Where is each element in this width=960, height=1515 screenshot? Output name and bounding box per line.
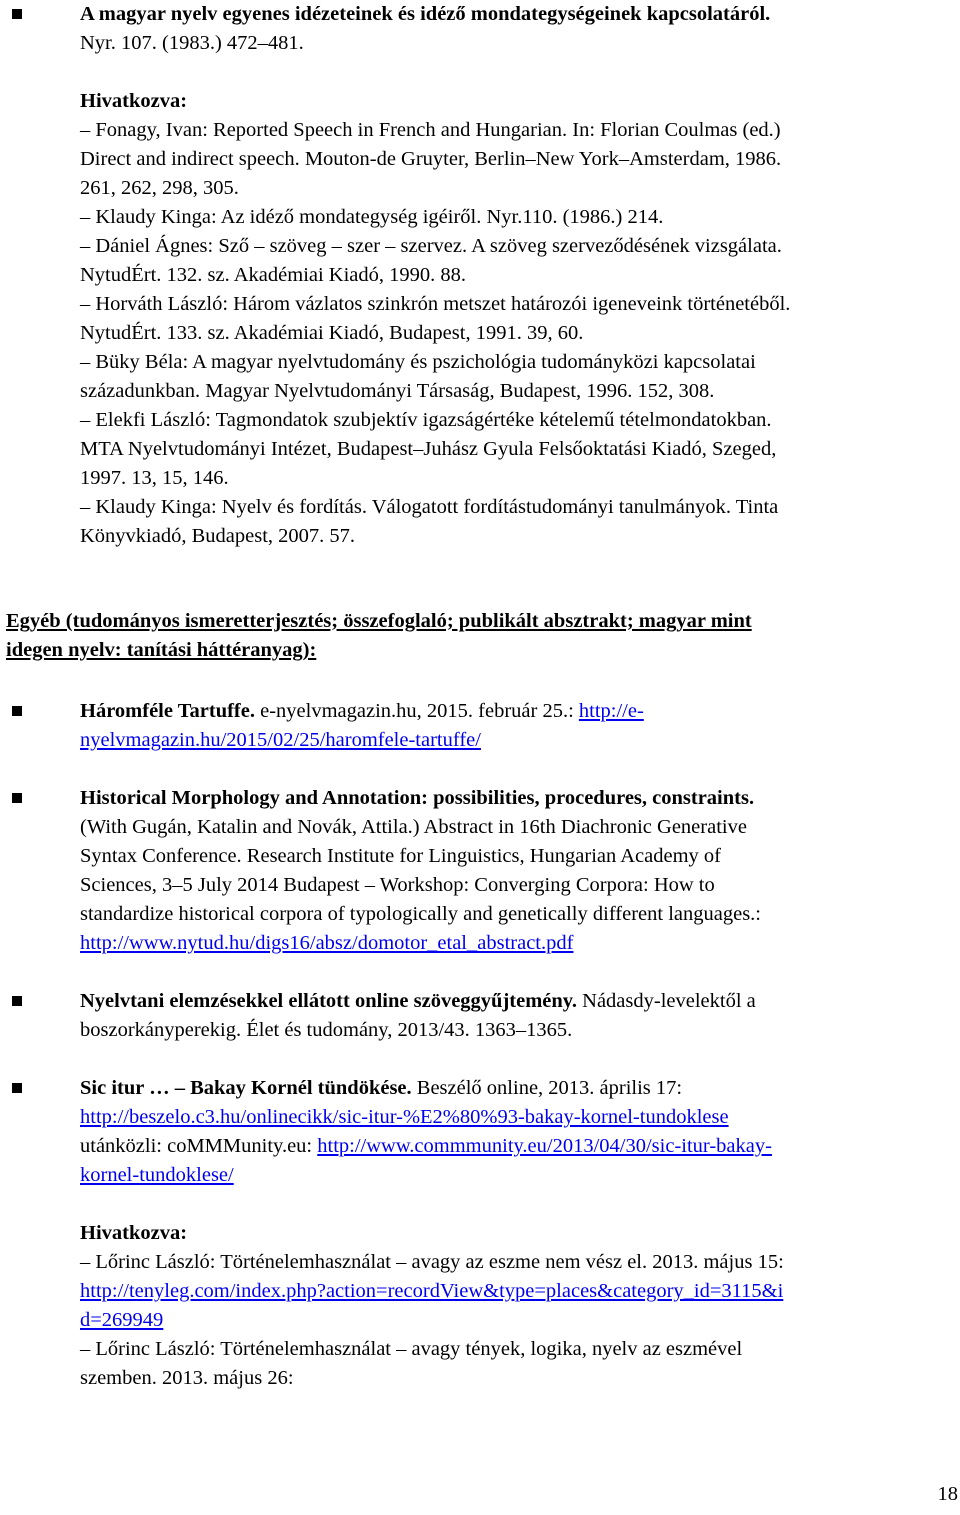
entry-title: Sic itur … – Bakay Kornél tündökése.: [80, 1077, 412, 1099]
reprint-link[interactable]: kornel-tundoklese/: [80, 1164, 234, 1186]
reprint-link[interactable]: http://www.commmunity.eu/2013/04/30/sic-itur-bakay-: [317, 1135, 772, 1157]
article-link[interactable]: http://beszelo.c3.hu/onlinecikk/sic-itur-%E2%80%93-bakay-kornel-tundoklese: [80, 1106, 729, 1128]
reference-line: MTA Nyelvtudományi Intézet, Budapest–Juhász Gyula Felsőoktatási Kiadó, Szeged,: [80, 438, 777, 460]
article-link[interactable]: http://e-: [578, 700, 644, 722]
entry-title: Historical Morphology and Annotation: possibilities, procedures, constraints.: [80, 787, 755, 809]
reference-line: – Elekfi László: Tagmondatok szubjektív igazságértéke kételemű tételmondatokban.: [80, 409, 772, 431]
reference-line: NytudÉrt. 133. sz. Akadémiai Kiadó, Budapest, 1991. 39, 60.: [80, 322, 584, 344]
section-heading: Egyéb (tudományos ismeretterjesztés; összefoglaló; publikált absztrakt; magyar mint idegen nyelv: tanítási háttéranyag):: [6, 610, 752, 661]
reference-line: 1997. 13, 15, 146.: [80, 467, 229, 489]
abstract-pdf-link[interactable]: http://www.nytud.hu/digs16/absz/domotor_etal_abstract.pdf: [80, 932, 574, 954]
reference-line: Direct and indirect speech. Mouton-de Gruyter, Berlin–New York–Amsterdam, 1986.: [80, 148, 782, 170]
reference-line: Könyvkiadó, Budapest, 2007. 57.: [80, 525, 356, 547]
publication-entry: [0, 0, 960, 551]
entry-title: Nyelvtani elemzésekkel ellátott online szöveggyűjtemény.: [80, 990, 578, 1012]
reference-line: – Fonagy, Ivan: Reported Speech in French and Hungarian. In: Florian Coulmas (ed.): [80, 119, 781, 141]
bullet-square-icon: [12, 793, 22, 803]
publication-entry: Háromféle Tartuffe. e-nyelvmagazin.hu, 2015. február 25.: http://e- nyelvmagazin.hu/2015/02/25/haromfele-tartuffe/: [0, 697, 960, 755]
reference-link[interactable]: http://tenyleg.com/index.php?action=recordView&type=places&category_id=3115&i: [80, 1280, 784, 1302]
publication-entry: Sic itur … – Bakay Kornél tündökése. Beszélő online, 2013. április 17: http://beszelo.c3.hu/onlinecikk/sic-itur-%E2%80%93-bakay-kornel-tundoklese utánközli: coMMMunity.eu: http://www.commmunity.eu/2013/04/30/sic-itur-bakay- kornel-tundoklese/ Hivatkozva: – Lőrinc László: Történelemhasználat – avagy az eszme nem vész el. 2013. május 15: http://tenyleg.com/index.php?action=recordView&type=places&category_id=3115&i d=269949 – Lőrinc László: Történelemhasználat – avagy tények, logika, nyelv az eszmével szemben. 2013. május 26:: [0, 1074, 960, 1393]
page-number: 18: [937, 1483, 958, 1505]
bullet-square-icon: [12, 706, 22, 716]
reference-link[interactable]: d=269949: [80, 1309, 164, 1331]
reference-line: – Büky Béla: A magyar nyelvtudomány és pszichológia tudományközi kapcsolatai: [80, 351, 756, 373]
bullet-square-icon: [12, 9, 22, 19]
reference-line: – Horváth László: Három vázlatos szinkrón metszet határozói igeneveink történetéből.: [80, 293, 791, 315]
reference-line: – Lőrinc László: Történelemhasználat – avagy tények, logika, nyelv az eszmével: [80, 1338, 743, 1360]
reference-line: – Klaudy Kinga: Az idéző mondategység igéiről. Nyr.110. (1986.) 214.: [80, 206, 664, 228]
reference-line: szemben. 2013. május 26:: [80, 1367, 294, 1389]
publication-entry: Historical Morphology and Annotation: possibilities, procedures, constraints. (With Gugán, Katalin and Novák, Attila.) Abstract in 16th Diachronic Generative Syntax Conference. Research Institute for Linguistics, Hungarian Academy of Sciences, 3–5 July 2014 Budapest – Workshop: Converging Corpora: How to standardize historical corpora of typologically and genetically different languages.: http://www.nytud.hu/digs16/absz/domotor_etal_abstract.pdf: [0, 784, 960, 958]
references-label: Hivatkozva:: [80, 90, 188, 112]
reference-line: – Dániel Ágnes: Sző – szöveg – szer – szervez. A szöveg szerveződésének vizsgálata.: [80, 235, 782, 257]
entry-title: Háromféle Tartuffe.: [80, 700, 255, 722]
references-label: Hivatkozva:: [80, 1222, 188, 1244]
bullet-square-icon: [12, 996, 22, 1006]
entry-title: A magyar nyelv egyenes idézeteinek és idéző mondategységeinek kapcsolatáról.: [80, 3, 771, 25]
reference-line: – Klaudy Kinga: Nyelv és fordítás. Válogatott fordítástudományi tanulmányok. Tinta: [80, 496, 779, 518]
bullet-square-icon: [12, 1083, 22, 1093]
reference-line: 261, 262, 298, 305.: [80, 177, 239, 199]
entry-citation: Nyr. 107. (1983.) 472–481.: [80, 32, 304, 54]
article-link[interactable]: nyelvmagazin.hu/2015/02/25/haromfele-tartuffe/: [80, 729, 481, 751]
reference-line: NytudÉrt. 132. sz. Akadémiai Kiadó, 1990. 88.: [80, 264, 467, 286]
publication-entry: Nyelvtani elemzésekkel ellátott online szöveggyűjtemény. Nádasdy-levelektől a boszorkányperekig. Élet és tudomány, 2013/43. 1363–1365.: [0, 987, 960, 1045]
reference-line: századunkban. Magyar Nyelvtudományi Társaság, Budapest, 1996. 152, 308.: [80, 380, 715, 402]
reference-line: – Lőrinc László: Történelemhasználat – avagy az eszme nem vész el. 2013. május 15:: [80, 1251, 784, 1273]
